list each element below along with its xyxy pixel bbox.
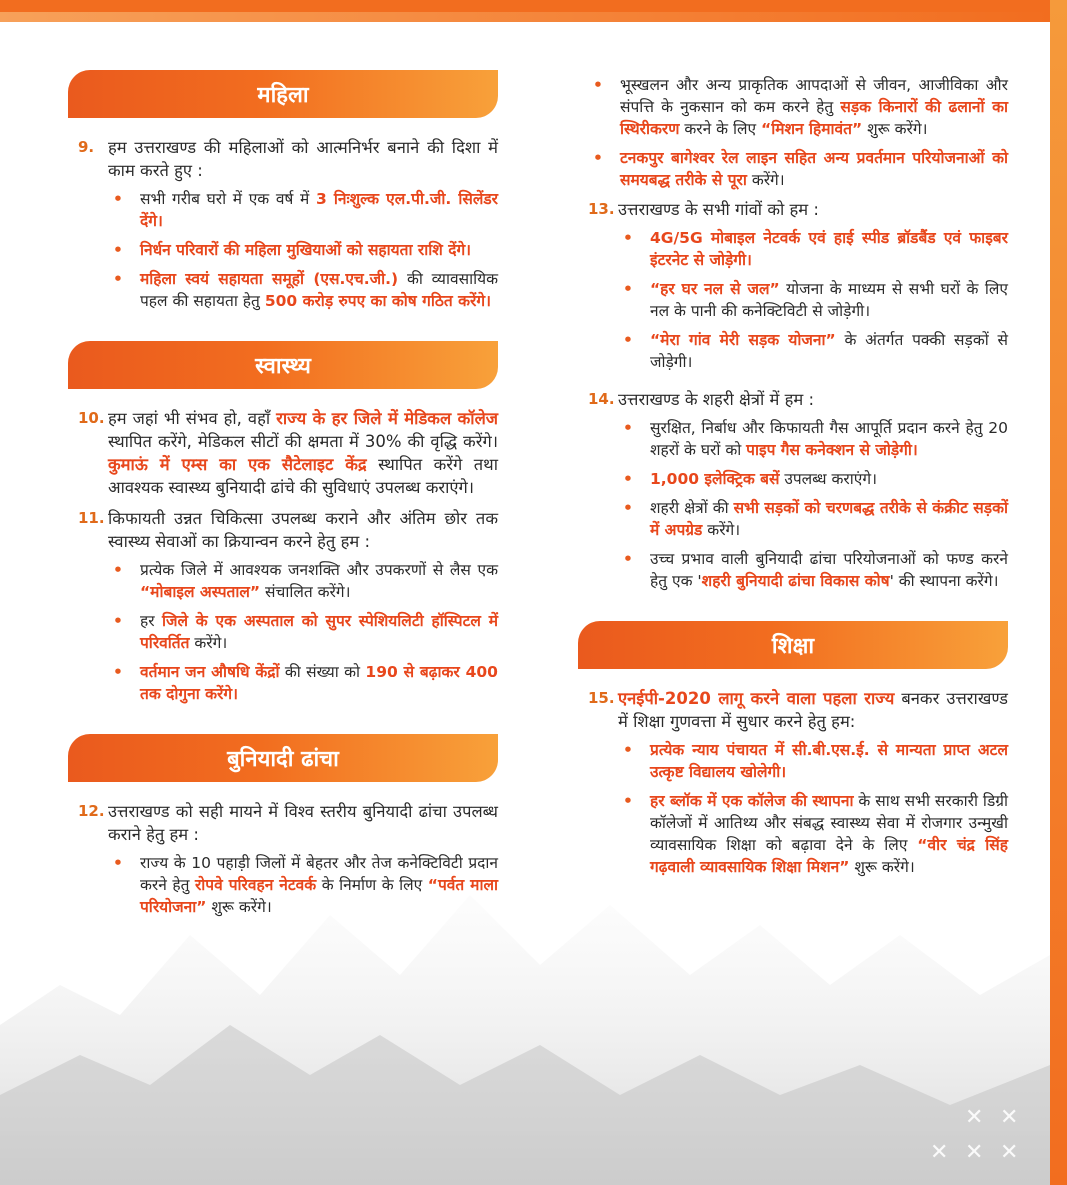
list-item — [618, 329, 1008, 373]
item-14 — [588, 388, 1008, 599]
text: की व्यावसायिक पहल की सहायता हेतु — [140, 270, 498, 310]
highlight-text: रोपवे परिवहन नेटवर्क — [194, 876, 317, 894]
bullet-icon: • — [113, 561, 123, 579]
text: ' की स्थापना करेंगे। — [889, 572, 999, 590]
text: शहरी क्षेत्रों की — [650, 499, 734, 517]
section-banner-buniyadi: बुनियादी ढांचा — [68, 734, 498, 782]
bullet-list — [618, 227, 1008, 373]
highlight-text: सड़क किनारों की ढलानों का स्थिरीकरण — [620, 98, 1008, 138]
item-13 — [588, 198, 1008, 380]
list-item — [108, 188, 498, 232]
text: सुरक्षित, निर्बाध और किफायती गैस आपूर्ति प्रदान करने हेतु 20 शहरों के घरों को — [650, 419, 1008, 459]
bullet-icon: • — [113, 241, 123, 259]
bullet-icon: • — [623, 470, 633, 488]
bullet-icon: • — [623, 499, 633, 517]
text: करने के लिए — [679, 120, 762, 138]
highlight-text: शहरी बुनियादी ढांचा विकास कोष — [701, 572, 890, 590]
item-number: 9. — [78, 138, 95, 156]
text: सभी गरीब घरो में एक वर्ष में — [140, 190, 316, 208]
right-column — [588, 74, 1008, 893]
x-decoration-icon: ✕ — [1000, 1105, 1019, 1130]
bullet-icon: • — [113, 190, 123, 208]
text: करेंगे। — [702, 521, 741, 539]
text: उच्च प्रभाव वाली बुनियादी ढांचा परियोजनाओं को फण्ड करने हेतु एक ' — [650, 550, 1008, 590]
highlight-text: 190 से बढ़ाकर 400 तक दोगुना करेंगे। — [140, 663, 498, 703]
highlight-text: राज्य के हर जिले में मेडिकल कॉलेज — [276, 409, 498, 428]
bullet-list — [108, 559, 498, 705]
bullet-icon: • — [623, 331, 633, 349]
bullet-icon: • — [593, 149, 603, 167]
text: स्थापित करेंगे, मेडिकल सीटों की क्षमता में 30% की वृद्धि करेंगे। — [108, 432, 498, 451]
item-number: 11. — [78, 509, 105, 527]
highlight-text: “वीर चंद्र सिंह गढ़वाली व्यावसायिक शिक्षा मिशन” — [650, 836, 1008, 876]
text: राज्य के 10 पहाड़ी जिलों में बेहतर और तेज कनेक्टिविटी प्रदान करने हेतु — [140, 854, 498, 894]
highlight-text: “हर घर नल से जल” — [650, 280, 780, 298]
text: करेंगे। — [189, 634, 228, 652]
text: के साथ सभी सरकारी डिग्री कॉलेजों में आतिथ्य और संबद्ध स्वास्थ्य सेवा में रोजगार उन्मुखी व्यावसायिक शिक्षा को बढ़ावा देने के लिए — [650, 792, 1008, 854]
highlight-text: एनईपी-2020 लागू करने वाला पहला राज्य — [618, 689, 895, 708]
left-column — [78, 70, 498, 933]
highlight-text: 1,000 इलेक्ट्रिक बसें — [650, 470, 780, 488]
list-item — [618, 468, 1008, 490]
highlight-text: “पर्वत माला परियोजना” — [140, 876, 498, 916]
item-text: उत्तराखण्ड के सभी गांवों को हम : — [618, 200, 819, 219]
text: उपलब्ध कराएंगे। — [779, 470, 877, 488]
text: बनकर उत्तराखण्ड में शिक्षा गुणवत्ता में सुधार करने हेतु हम: — [618, 689, 1008, 731]
item-text: किफायती उन्नत चिकित्सा उपलब्ध कराने और अंतिम छोर तक स्वास्थ्य सेवाओं का क्रियान्वन करने हेतु हम : — [108, 509, 498, 551]
highlight-text: वर्तमान जन औषधि केंद्रों — [140, 663, 280, 681]
item-body — [618, 388, 1008, 599]
list-item — [618, 548, 1008, 592]
bullet-icon: • — [623, 280, 633, 298]
list-item — [108, 661, 498, 705]
section-banner-mahila: महिला — [68, 70, 498, 118]
list-item — [108, 239, 498, 261]
text: शुरू करेंगे। — [206, 898, 272, 916]
highlight-text: “मिशन हिमावंत” — [761, 120, 863, 138]
highlight-text: 500 करोड़ रुपए का कोष गठित करेंगे। — [264, 292, 491, 310]
list-item — [108, 559, 498, 603]
highlight-text: “मोबाइल अस्पताल” — [140, 583, 261, 601]
list-item — [618, 278, 1008, 322]
item-number: 15. — [588, 689, 615, 707]
text: संचालित करेंगे। — [260, 583, 351, 601]
list-item — [588, 74, 1008, 140]
x-decoration-icon: ✕ — [965, 1105, 984, 1130]
item-body — [618, 198, 1008, 380]
x-decoration-icon: ✕ — [965, 1140, 984, 1165]
item-number: 10. — [78, 409, 105, 427]
top-border — [0, 0, 1067, 22]
text: के निर्माण के लिए — [316, 876, 428, 894]
bullet-icon: • — [623, 550, 633, 568]
x-decoration-icon: ✕ — [930, 1140, 949, 1165]
section-banner-shiksha: शिक्षा — [578, 621, 1008, 669]
text: की संख्या को — [279, 663, 366, 681]
highlight-text: “मेरा गांव मेरी सड़क योजना” — [650, 331, 836, 349]
highlight-text: 3 निःशुल्क एल.पी.जी. सिलेंडर देंगे। — [140, 190, 498, 230]
text: योजना के माध्यम से सभी घरों के लिए नल के पानी की कनेक्टिविटी से जोड़ेगी। — [650, 280, 1008, 320]
item-body — [618, 687, 1008, 885]
text: हर — [140, 612, 162, 630]
text: शुरू करेंगे। — [849, 858, 915, 876]
item-9 — [78, 136, 498, 319]
text: प्रत्येक जिले में आवश्यक जनशक्ति और उपकरणों से लैस एक — [140, 561, 498, 579]
highlight-text: कुमाऊं में एम्स का एक सैटेलाइट केंद्र — [108, 455, 367, 474]
bullet-icon: • — [623, 741, 633, 759]
bullet-icon: • — [113, 270, 123, 288]
list-item — [618, 417, 1008, 461]
bullet-icon: • — [623, 229, 633, 247]
highlight-text: सभी सड़कों को चरणबद्ध तरीके से कंक्रीट सड़कों में अपग्रेड — [650, 499, 1008, 539]
list-item — [108, 610, 498, 654]
item-10 — [78, 407, 498, 499]
item-body — [108, 800, 498, 925]
text: करेंगे। — [746, 171, 785, 189]
section-banner-swasthya: स्वास्थ्य — [68, 341, 498, 389]
top-stripe — [0, 12, 1050, 22]
bullet-icon: • — [593, 76, 603, 94]
list-item — [618, 790, 1008, 878]
item-body — [108, 136, 498, 319]
item-text: उत्तराखण्ड को सही मायने में विश्व स्तरीय बुनियादी ढांचा उपलब्ध कराने हेतु हम : — [108, 802, 498, 844]
item-number: 12. — [78, 802, 105, 820]
list-item — [618, 739, 1008, 783]
list-item — [108, 268, 498, 312]
item-body — [108, 507, 498, 712]
item-12 — [78, 800, 498, 925]
text: भूस्खलन और अन्य प्राकृतिक आपदाओं से जीवन, आजीविका और संपत्ति के नुकसान को कम करने हेतु — [620, 76, 1008, 116]
highlight-text: टनकपुर बागेश्वर रेल लाइन सहित अन्य प्रवर्तमान परियोजनाओं को समयबद्ध तरीके से पूरा — [620, 149, 1008, 189]
text: हम जहां भी संभव हो, वहाँ — [108, 409, 277, 428]
bullet-list — [618, 739, 1008, 878]
highlight-text: जिले के एक अस्पताल को सुपर स्पेशियलिटी हॉस्पिटल में परिवर्तित — [140, 612, 498, 652]
text: स्थापित करेंगे तथा आवश्यक स्वास्थ्य बुनियादी ढांचे की सुविधाएं उपलब्ध कराएंगे। — [108, 455, 498, 497]
text: शुरू करेंगे। — [862, 120, 928, 138]
list-item — [618, 227, 1008, 271]
item-15 — [588, 687, 1008, 885]
text: के अंतर्गत पक्की सड़कों से जोड़ेगी। — [650, 331, 1008, 371]
bullet-icon: • — [623, 419, 633, 437]
item-body — [108, 407, 498, 499]
bullet-icon: • — [623, 792, 633, 810]
bullet-list — [618, 417, 1008, 592]
list-item — [618, 497, 1008, 541]
highlight-text: प्रत्येक न्याय पंचायत में सी.बी.एस.ई. से मान्यता प्राप्त अटल उत्कृष्ट विद्यालय खोलेगी। — [650, 741, 1008, 781]
right-border — [1050, 0, 1067, 1185]
list-item — [108, 852, 498, 918]
bullet-list — [588, 74, 1008, 191]
highlight-text: महिला स्वयं सहायता समूहों (एस.एच.जी.) — [140, 270, 399, 288]
bullet-icon: • — [113, 663, 123, 681]
list-item — [588, 147, 1008, 191]
bullet-icon: • — [113, 854, 123, 872]
highlight-text: निर्धन परिवारों की महिला मुखियाओं को सहायता राशि देंगे। — [140, 241, 472, 259]
item-number: 14. — [588, 390, 615, 408]
highlight-text: पाइप गैस कनेक्शन से जोड़ेगी। — [746, 441, 918, 459]
bullet-icon: • — [113, 612, 123, 630]
item-text: हम उत्तराखण्ड की महिलाओं को आत्मनिर्भर बनाने की दिशा में काम करते हुए : — [108, 138, 498, 180]
item-11 — [78, 507, 498, 712]
bullet-list — [108, 188, 498, 312]
highlight-text: हर ब्लॉक में एक कॉलेज की स्थापना — [650, 792, 854, 810]
highlight-text: 4G/5G मोबाइल नेटवर्क एवं हाई स्पीड ब्रॉडबैंड एवं फाइबर इंटरनेट से जोड़ेगी। — [650, 229, 1008, 269]
x-decoration-icon: ✕ — [1000, 1140, 1019, 1165]
bullet-list — [108, 852, 498, 918]
item-text: उत्तराखण्ड के शहरी क्षेत्रों में हम : — [618, 390, 815, 409]
item-number: 13. — [588, 200, 615, 218]
